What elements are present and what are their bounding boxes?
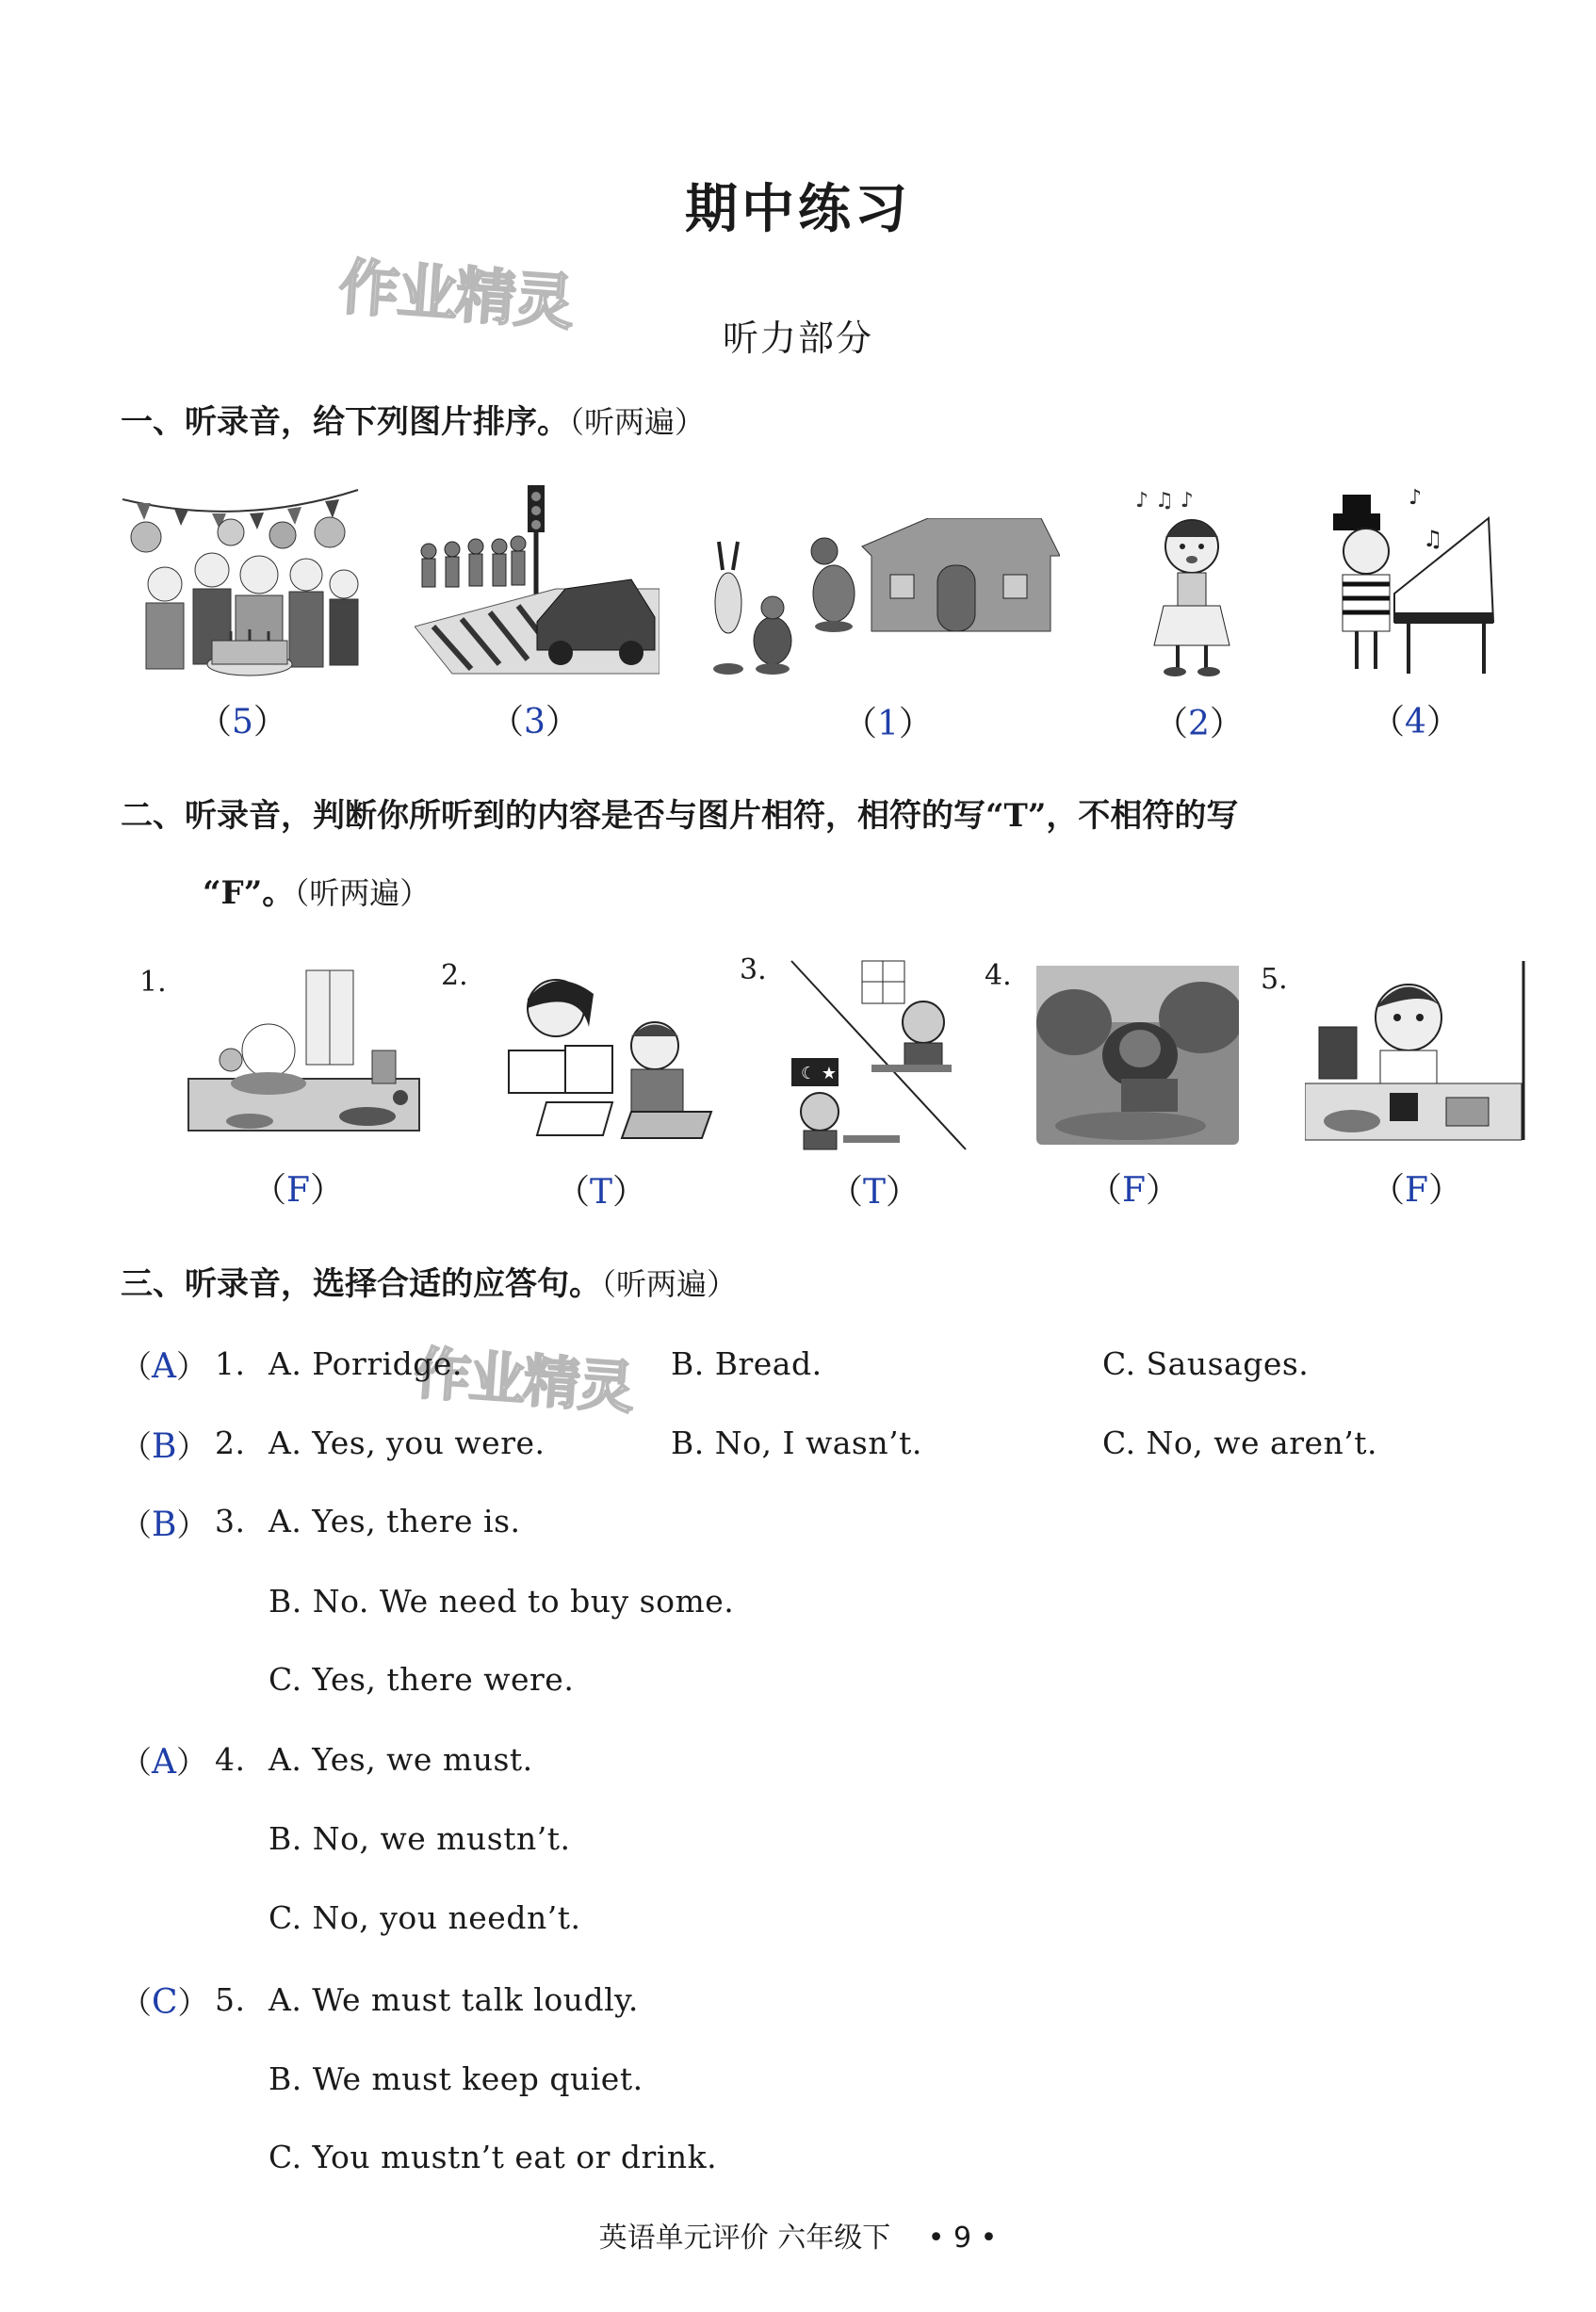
section3-note: （听两遍）	[601, 1266, 738, 1302]
section3-heading	[121, 1258, 737, 1304]
question-4-option-c: C. No, you needn’t.	[269, 1899, 581, 1936]
question-4-answer: （A）	[121, 1743, 207, 1782]
picture-crossing-street	[415, 485, 660, 683]
order-answer-2: （3）	[490, 703, 579, 741]
svg-text:☾ ★: ☾ ★	[801, 1064, 837, 1083]
question-5-answer: （C）	[121, 1983, 209, 2022]
section1-heading	[121, 396, 705, 442]
svg-text:♫: ♫	[1423, 526, 1443, 552]
order-answer-1: （5）	[198, 703, 287, 741]
question-5-option-b: B. We must keep quiet.	[269, 2060, 643, 2097]
question-4-option-b: B. No, we mustn’t.	[269, 1820, 571, 1857]
order-answer-4: （2）	[1154, 705, 1244, 743]
tf-number-1: 1.	[139, 966, 167, 999]
tf-answer-5: （F）	[1371, 1171, 1463, 1210]
section1-note: （听两遍）	[569, 404, 706, 440]
question-3-option-a: A. Yes, there is.	[269, 1503, 521, 1539]
question-4-option-a: A. Yes, we must.	[269, 1741, 533, 1778]
question-5-number: 5.	[215, 1981, 246, 2018]
picture-animals-house	[702, 518, 1060, 688]
tf-answer-1: （F）	[252, 1171, 345, 1210]
page-title: 期中练习	[685, 178, 911, 240]
question-1-answer: （A）	[121, 1347, 207, 1386]
tf-number-2: 2.	[441, 959, 468, 992]
picture-brushing-teeth	[787, 956, 970, 1154]
order-answer-3: （1）	[843, 705, 933, 743]
question-2-answer: （B）	[121, 1427, 208, 1466]
section-subtitle: 听力部分	[722, 317, 873, 359]
question-1-number: 1.	[215, 1345, 246, 1382]
question-2-option-c: C. No, we aren’t.	[1102, 1425, 1378, 1461]
tf-number-3: 3.	[740, 953, 767, 986]
tf-answer-4: （F）	[1088, 1171, 1181, 1210]
question-3-option-b: B. No. We need to buy some.	[269, 1583, 735, 1620]
question-2-option-a: A. Yes, you were.	[269, 1425, 546, 1461]
question-3-option-c: C. Yes, there were.	[269, 1661, 575, 1698]
question-5-option-a: A. We must talk loudly.	[269, 1981, 639, 2018]
picture-lion-forest	[1036, 966, 1239, 1145]
picture-boy-eating	[1305, 961, 1526, 1145]
tf-number-4: 4.	[985, 959, 1012, 992]
section2-heading-line2	[203, 867, 430, 913]
section3-heading-text: 三、听录音，选择合适的应答句。	[121, 1265, 601, 1303]
svg-text:♪: ♪	[1409, 486, 1423, 510]
question-2-option-b: B. No, I wasn’t.	[671, 1425, 922, 1461]
tf-number-5: 5.	[1261, 963, 1288, 996]
picture-reading-children	[490, 970, 725, 1145]
question-4-number: 4.	[215, 1741, 246, 1778]
question-5-option-c: C. You mustn’t eat or drink.	[269, 2139, 718, 2175]
picture-girl-singing	[1126, 480, 1258, 683]
watermark-top: 作业精灵	[336, 252, 575, 339]
page-footer	[0, 2214, 1596, 2255]
question-3-answer: （B）	[121, 1506, 208, 1544]
tf-answer-3: （T）	[829, 1173, 920, 1212]
picture-messy-kitchen	[184, 966, 424, 1140]
picture-birthday-party	[118, 480, 363, 688]
picture-boy-piano	[1319, 480, 1503, 683]
order-answer-5: （4）	[1371, 703, 1460, 741]
section2-note: （听两遍）	[294, 875, 431, 911]
page-number: • 9 •	[927, 2222, 998, 2255]
svg-text:♪ ♫ ♪: ♪ ♫ ♪	[1135, 489, 1194, 513]
section2-heading-line2-text: “F”。	[203, 874, 295, 912]
footer-book-title: 英语单元评价 六年级下	[598, 2222, 891, 2255]
question-3-number: 3.	[215, 1503, 246, 1539]
watermark-middle: 作业精灵	[412, 1340, 635, 1422]
question-1-option-b: B. Bread.	[671, 1345, 822, 1382]
tf-answer-2: （T）	[556, 1173, 647, 1212]
question-2-number: 2.	[215, 1425, 246, 1461]
question-1-option-c: C. Sausages.	[1102, 1345, 1310, 1382]
question-1-option-a: A. Porridge.	[269, 1345, 463, 1382]
section1-heading-text: 一、听录音，给下列图片排序。	[121, 403, 569, 441]
section2-heading: 二、听录音，判断你所听到的内容是否与图片相符，相符的写“T”，不相符的写	[121, 797, 1239, 835]
